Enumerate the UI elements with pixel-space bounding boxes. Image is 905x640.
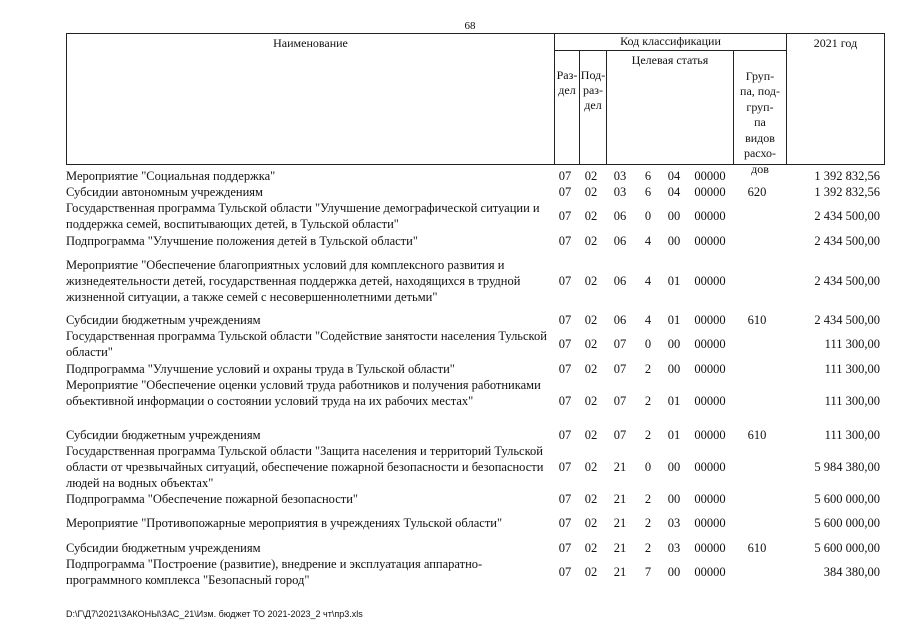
row-name: Подпрограмма "Обеспечение пожарной безопасности" bbox=[66, 492, 359, 506]
row-amount: 2 434 500,00 bbox=[814, 234, 880, 248]
row-amount: 1 392 832,56 bbox=[814, 169, 880, 183]
row-cs2: 2 bbox=[644, 428, 652, 442]
row-name: Субсидии бюджетным учреждениям bbox=[66, 428, 261, 442]
header-group-cell bbox=[733, 50, 787, 176]
table-row bbox=[66, 233, 886, 249]
header-name-cell bbox=[66, 33, 555, 165]
row-cs2: 2 bbox=[644, 492, 652, 506]
page-number: 68 bbox=[464, 20, 476, 32]
row-cs3: 00 bbox=[667, 337, 681, 351]
row-podrazdel: 02 bbox=[584, 313, 598, 327]
row-cs4: 00000 bbox=[694, 169, 726, 183]
row-amount: 2 434 500,00 bbox=[814, 274, 880, 288]
row-cs4: 00000 bbox=[694, 492, 726, 506]
header-target-article: Целевая статья bbox=[631, 53, 709, 67]
row-cs4: 00000 bbox=[694, 209, 726, 223]
table-row bbox=[66, 443, 886, 491]
row-cs2: 4 bbox=[644, 234, 652, 248]
row-amount: 5 600 000,00 bbox=[814, 516, 880, 530]
row-cs4: 00000 bbox=[694, 428, 726, 442]
row-podrazdel: 02 bbox=[584, 460, 598, 474]
row-amount: 111 300,00 bbox=[824, 394, 880, 408]
table-row bbox=[66, 427, 886, 443]
row-cs4: 00000 bbox=[694, 516, 726, 530]
row-cs4: 00000 bbox=[694, 337, 726, 351]
row-razdel: 07 bbox=[558, 428, 572, 442]
row-cs2: 0 bbox=[644, 460, 652, 474]
table-row bbox=[66, 257, 886, 305]
row-cs3: 04 bbox=[667, 169, 681, 183]
row-cs3: 00 bbox=[667, 460, 681, 474]
row-cs2: 6 bbox=[644, 169, 652, 183]
row-razdel: 07 bbox=[558, 492, 572, 506]
header-year: 2021 год bbox=[813, 36, 858, 50]
row-vid: 610 bbox=[747, 313, 767, 327]
row-razdel: 07 bbox=[558, 209, 572, 223]
row-cs1: 07 bbox=[613, 337, 627, 351]
footer-file-path: D:\Г\Д7\2021\ЗАКОНЫ\ЗАС_21\Изм. бюджет ТО 2021-2023_2 чт\пр3.xls bbox=[66, 609, 363, 619]
row-amount: 5 600 000,00 bbox=[814, 492, 880, 506]
row-cs1: 21 bbox=[613, 460, 627, 474]
row-podrazdel: 02 bbox=[584, 394, 598, 408]
row-razdel: 07 bbox=[558, 234, 572, 248]
row-cs1: 03 bbox=[613, 169, 627, 183]
row-cs1: 07 bbox=[613, 394, 627, 408]
row-razdel: 07 bbox=[558, 362, 572, 376]
row-razdel: 07 bbox=[558, 337, 572, 351]
row-name: Государственная программа Тульской области "Улучшение демографической ситуации и поддержка семей, воспитывающих детей, в Тульской области" bbox=[66, 201, 540, 231]
table-row bbox=[66, 515, 886, 531]
row-cs1: 07 bbox=[613, 362, 627, 376]
row-cs2: 2 bbox=[644, 541, 652, 555]
row-razdel: 07 bbox=[558, 274, 572, 288]
row-cs2: 4 bbox=[644, 313, 652, 327]
row-cs3: 01 bbox=[667, 274, 681, 288]
row-name: Субсидии автономным учреждениям bbox=[66, 185, 263, 199]
row-podrazdel: 02 bbox=[584, 516, 598, 530]
row-cs3: 01 bbox=[667, 428, 681, 442]
row-cs1: 21 bbox=[613, 492, 627, 506]
row-cs2: 4 bbox=[644, 274, 652, 288]
row-razdel: 07 bbox=[558, 169, 572, 183]
row-amount: 5 600 000,00 bbox=[814, 541, 880, 555]
table-row bbox=[66, 377, 886, 425]
row-podrazdel: 02 bbox=[584, 362, 598, 376]
row-vid: 620 bbox=[747, 185, 767, 199]
row-razdel: 07 bbox=[558, 516, 572, 530]
header-section-cell bbox=[554, 50, 580, 165]
table-row bbox=[66, 540, 886, 556]
row-cs4: 00000 bbox=[694, 274, 726, 288]
row-name: Мероприятие "Обеспечение благоприятных условий для комплексного развития и жизнедеятельности детей, государственная поддержка детей, находящихся в трудной жизненной ситуации, а также семей с несовершеннолетними детьми" bbox=[66, 258, 521, 304]
row-podrazdel: 02 bbox=[584, 428, 598, 442]
row-name: Подпрограмма "Улучшение условий и охраны труда в Тульской области" bbox=[66, 362, 455, 376]
row-podrazdel: 02 bbox=[584, 209, 598, 223]
row-razdel: 07 bbox=[558, 313, 572, 327]
row-vid: 610 bbox=[747, 428, 767, 442]
header-year-cell bbox=[786, 33, 885, 165]
row-cs4: 00000 bbox=[694, 460, 726, 474]
table-row bbox=[66, 328, 886, 360]
row-cs2: 2 bbox=[644, 362, 652, 376]
header-group: Груп- па, под- груп- па видов расхо- дов bbox=[740, 68, 780, 176]
row-cs3: 00 bbox=[667, 209, 681, 223]
row-cs2: 7 bbox=[644, 565, 652, 579]
row-cs4: 00000 bbox=[694, 313, 726, 327]
header-subsection: Под- раз- дел bbox=[580, 68, 606, 112]
row-name: Субсидии бюджетным учреждениям bbox=[66, 541, 261, 555]
table-row bbox=[66, 200, 886, 232]
row-cs3: 00 bbox=[667, 492, 681, 506]
row-amount: 5 984 380,00 bbox=[814, 460, 880, 474]
table-row bbox=[66, 184, 886, 200]
row-cs1: 06 bbox=[613, 274, 627, 288]
row-cs3: 01 bbox=[667, 313, 681, 327]
row-vid: 610 bbox=[747, 541, 767, 555]
row-razdel: 07 bbox=[558, 394, 572, 408]
row-cs1: 21 bbox=[613, 541, 627, 555]
row-name: Мероприятие "Социальная поддержка" bbox=[66, 169, 276, 183]
header-code-classification: Код классификации bbox=[620, 34, 721, 48]
row-cs1: 21 bbox=[613, 565, 627, 579]
row-name: Субсидии бюджетным учреждениям bbox=[66, 313, 261, 327]
row-cs3: 01 bbox=[667, 394, 681, 408]
row-podrazdel: 02 bbox=[584, 274, 598, 288]
row-cs4: 00000 bbox=[694, 541, 726, 555]
row-cs3: 00 bbox=[667, 362, 681, 376]
row-cs1: 03 bbox=[613, 185, 627, 199]
header-subsection-cell bbox=[579, 50, 607, 165]
row-name: Мероприятие "Обеспечение оценки условий труда работников и получения работниками объективной информации о состоянии условий труда на их рабочих местах" bbox=[66, 378, 541, 408]
row-name: Государственная программа Тульской области "Защита населения и территорий Тульской области от чрезвычайных ситуаций, обеспечение пожарной безопасности и безопасности людей на водных объектах" bbox=[66, 444, 544, 490]
header-section: Раз- дел bbox=[556, 68, 578, 97]
row-podrazdel: 02 bbox=[584, 337, 598, 351]
row-razdel: 07 bbox=[558, 460, 572, 474]
row-cs4: 00000 bbox=[694, 394, 726, 408]
row-amount: 111 300,00 bbox=[824, 428, 880, 442]
row-podrazdel: 02 bbox=[584, 565, 598, 579]
row-amount: 111 300,00 bbox=[824, 362, 880, 376]
row-amount: 111 300,00 bbox=[824, 337, 880, 351]
row-razdel: 07 bbox=[558, 541, 572, 555]
row-podrazdel: 02 bbox=[584, 492, 598, 506]
row-cs3: 03 bbox=[667, 516, 681, 530]
row-cs2: 0 bbox=[644, 209, 652, 223]
row-razdel: 07 bbox=[558, 185, 572, 199]
table-row bbox=[66, 361, 886, 377]
header-name: Наименование bbox=[273, 36, 348, 50]
row-cs2: 6 bbox=[644, 185, 652, 199]
row-name: Государственная программа Тульской области "Содействие занятости населения Тульской области" bbox=[66, 329, 547, 359]
table-row bbox=[66, 312, 886, 328]
row-cs3: 00 bbox=[667, 565, 681, 579]
row-amount: 2 434 500,00 bbox=[814, 209, 880, 223]
table-row bbox=[66, 556, 886, 588]
row-cs4: 00000 bbox=[694, 362, 726, 376]
row-cs4: 00000 bbox=[694, 565, 726, 579]
row-cs1: 07 bbox=[613, 428, 627, 442]
row-cs4: 00000 bbox=[694, 234, 726, 248]
row-cs2: 0 bbox=[644, 337, 652, 351]
row-cs2: 2 bbox=[644, 394, 652, 408]
row-podrazdel: 02 bbox=[584, 541, 598, 555]
row-amount: 384 380,00 bbox=[823, 565, 880, 579]
header-code-cell bbox=[554, 33, 787, 51]
row-name: Подпрограмма "Построение (развитие), внедрение и эксплуатация аппаратно-программного комплекса "Безопасный город" bbox=[66, 557, 483, 587]
row-cs3: 00 bbox=[667, 234, 681, 248]
row-cs4: 00000 bbox=[694, 185, 726, 199]
row-podrazdel: 02 bbox=[584, 185, 598, 199]
row-cs1: 21 bbox=[613, 516, 627, 530]
row-podrazdel: 02 bbox=[584, 169, 598, 183]
row-cs2: 2 bbox=[644, 516, 652, 530]
row-cs1: 06 bbox=[613, 313, 627, 327]
header-target-article-cell bbox=[606, 50, 734, 165]
row-razdel: 07 bbox=[558, 565, 572, 579]
row-cs1: 06 bbox=[613, 209, 627, 223]
table-row bbox=[66, 168, 886, 184]
row-amount: 2 434 500,00 bbox=[814, 313, 880, 327]
table-row bbox=[66, 491, 886, 507]
row-amount: 1 392 832,56 bbox=[814, 185, 880, 199]
row-name: Мероприятие "Противопожарные мероприятия в учреждениях Тульской области" bbox=[66, 516, 503, 530]
row-cs3: 03 bbox=[667, 541, 681, 555]
row-name: Подпрограмма "Улучшение положения детей в Тульской области" bbox=[66, 234, 418, 248]
row-cs3: 04 bbox=[667, 185, 681, 199]
row-podrazdel: 02 bbox=[584, 234, 598, 248]
row-cs1: 06 bbox=[613, 234, 627, 248]
